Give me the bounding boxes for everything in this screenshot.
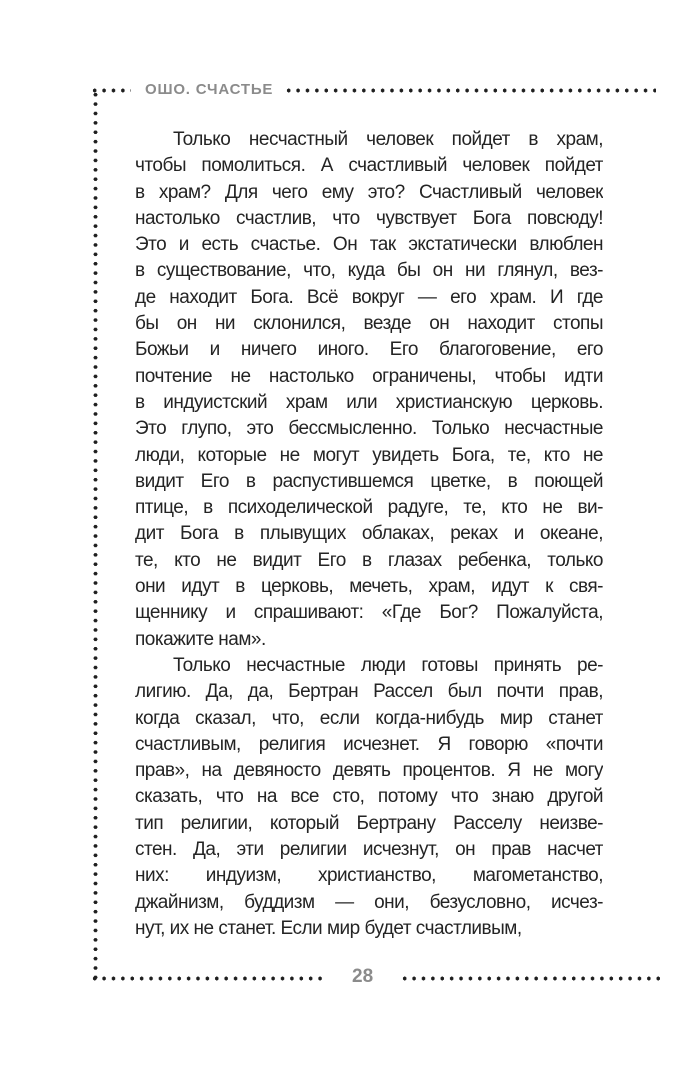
text-line: настолько счастлив, что чувствует Бога повсюду! — [135, 207, 603, 229]
left-dotted-border — [93, 90, 98, 981]
text-line: они идут в церковь, мечеть, храм, идут к свя- — [135, 576, 603, 598]
text-line: видит Его в распустившемся цветке, в поющей — [135, 470, 603, 492]
text-line: сказать, что на все сто, потому что знаю другой — [135, 786, 603, 808]
text-line: почтение не настолько ограничены, чтобы идти — [135, 365, 603, 387]
text-line: покажите нам». — [135, 628, 266, 650]
text-line: чтобы помолиться. А счастливый человек пойдет — [135, 155, 603, 177]
text-line: те, кто не видит Его в глазах ребенка, только — [135, 549, 603, 571]
text-line: лигию. Да, да, Бертран Рассел был почти прав, — [135, 681, 603, 703]
text-line: щеннику и спрашивают: «Где Бог? Пожалуйста, — [135, 602, 603, 624]
text-line: них: индуизм, христианство, магометанство, — [135, 865, 603, 887]
text-line: прав», на девяносто девять процентов. Я не могу — [135, 760, 603, 782]
text-line: нут, их не станет. Если мир будет счастливым, — [135, 917, 522, 939]
text-line: Только несчастные люди готовы принять ре- — [173, 654, 603, 676]
page-number: 28 — [352, 966, 374, 987]
text-line: дит Бога в плывущих облаках, реках и океане, — [135, 523, 603, 545]
text-line: в храм? Для чего ему это? Счастливый человек — [135, 181, 603, 203]
text-line: птице, в психоделической радуге, те, кто не ви- — [135, 497, 603, 519]
footer-left-dotted-rule — [90, 976, 326, 981]
running-header — [90, 83, 656, 98]
text-line: в существование, что, куда бы он ни глянул, вез- — [135, 260, 603, 282]
text-line: стен. Да, эти религии исчезнут, он прав насчет — [135, 839, 603, 861]
text-line: счастливым, религия исчезнет. Я говорю «почти — [135, 733, 603, 755]
text-line: Это глупо, это бессмысленно. Только несчастные — [135, 418, 603, 440]
header-right-dotted-rule — [284, 88, 656, 93]
text-line: Божьи и ничего иного. Его благоговение, его — [135, 339, 603, 361]
text-line: бы он ни склонился, везде он находит стопы — [135, 313, 603, 335]
footer-right-dotted-rule — [400, 976, 660, 981]
text-line: де находит Бога. Всё вокруг — его храм. И где — [135, 286, 603, 308]
text-line: когда сказал, что, если когда-нибудь мир станет — [135, 707, 603, 729]
text-line: Это и есть счастье. Он так экстатически влюблен — [135, 234, 603, 256]
text-line: люди, которые не могут увидеть Бога, те, кто не — [135, 444, 603, 466]
text-line: тип религии, который Бертрану Расселу неизве- — [135, 812, 603, 834]
text-line: в индуистский храм или христианскую церковь. — [135, 391, 603, 413]
body-text — [135, 127, 603, 942]
text-line: джайнизм, буддизм — они, безусловно, исчез- — [135, 891, 603, 913]
page-footer — [90, 966, 660, 988]
text-line: Только несчастный человек пойдет в храм, — [173, 129, 603, 150]
running-header-title: ОШО. СЧАСТЬЕ — [145, 81, 274, 98]
